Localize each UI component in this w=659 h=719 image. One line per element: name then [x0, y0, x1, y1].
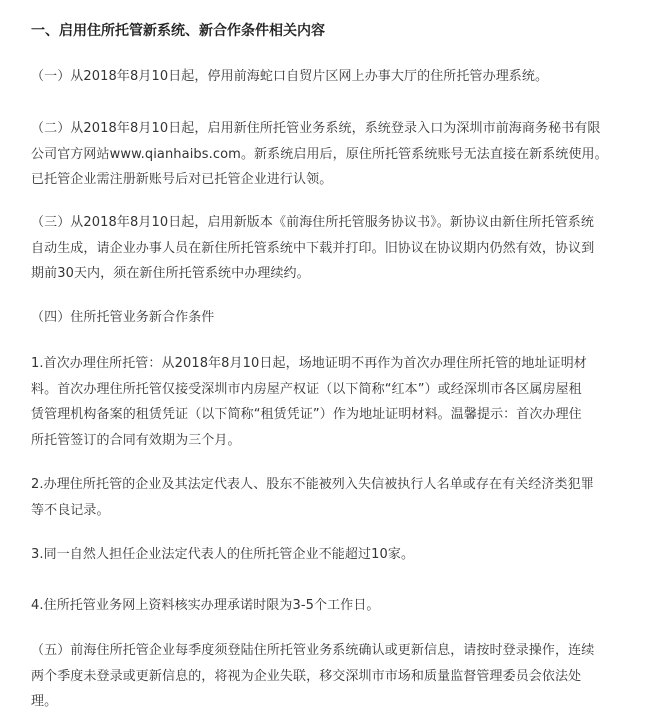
paragraph-line: 2.办理住所托管的企业及其法定代表人、股东不能被列入失信被执行人名单或存在有关经济类犯罪 — [31, 477, 594, 492]
paragraph-5 — [31, 351, 637, 453]
paragraph-4 — [31, 305, 637, 331]
paragraph-7 — [31, 542, 637, 568]
paragraph-line: （五）前海住所托管企业每季度须登陆住所托管业务系统确认或更新信息，请按时登录操作，连续 — [31, 643, 595, 658]
paragraph-line: 3.同一自然人担任企业法定代表人的住所托管企业不能超过10家。 — [31, 547, 415, 562]
paragraph-line: （三）从2018年8月10日起，启用新版本《前海住所托管服务协议书》。新协议由新住所托管系统 — [31, 215, 594, 230]
paragraph-line: 理。 — [31, 694, 58, 709]
paragraph-line: 期前30天内，须在新住所托管系统中办理续约。 — [31, 266, 310, 281]
paragraph-line: 料。首次办理住所托管仅接受深圳市内房屋产权证（以下简称“红本”）或经深圳市各区属房屋租 — [31, 381, 582, 397]
paragraph-8 — [31, 593, 637, 619]
paragraph-line: 自动生成，请企业办事人员在新住所托管系统中下载并打印。旧协议在协议期内仍然有效，协议到 — [31, 240, 595, 256]
paragraph-1 — [31, 64, 637, 90]
paragraph-line: （一）从2018年8月10日起，停用前海蛇口自贸片区网上办事大厅的住所托管办理系统。 — [31, 69, 549, 84]
paragraph-line: （二）从2018年8月10日起，启用新住所托管业务系统，系统登录入口为深圳市前海商务秘书有限 — [31, 121, 601, 136]
paragraph-line: 赁管理机构备案的租赁凭证（以下简称“租赁凭证”）作为地址证明材料。温馨提示：首次办理住 — [31, 407, 582, 422]
paragraph-line: （四）住所托管业务新合作条件 — [31, 310, 215, 325]
paragraph-line: 等不良记录。 — [31, 502, 110, 518]
paragraph-6 — [31, 472, 637, 523]
paragraph-9 — [31, 638, 637, 715]
paragraph-line: 4.住所托管业务网上资料核实办理承诺时限为3-5个工作日。 — [31, 598, 380, 613]
paragraph-line: 所托管签订的合同有效期为三个月。 — [31, 432, 241, 448]
section-heading: 一、启用住所托管新系统、新合作条件相关内容 — [31, 23, 325, 39]
paragraph-3 — [31, 210, 637, 287]
paragraph-line: 公司官方网站www.qianhaibs.com。新系统启用后，原住所托管系统账号无法直接在新系统使用。 — [31, 146, 608, 162]
paragraph-line: 1.首次办理住所托管：从2018年8月10日起，场地证明不再作为首次办理住所托管的地址证明材 — [31, 356, 587, 371]
paragraph-line: 两个季度未登录或更新信息的，将视为企业失联，移交深圳市市场和质量监督管理委员会依法处 — [31, 668, 582, 684]
paragraph-line: 已托管企业需注册新账号后对已托管企业进行认领。 — [31, 172, 333, 187]
paragraph-2 — [31, 116, 637, 193]
